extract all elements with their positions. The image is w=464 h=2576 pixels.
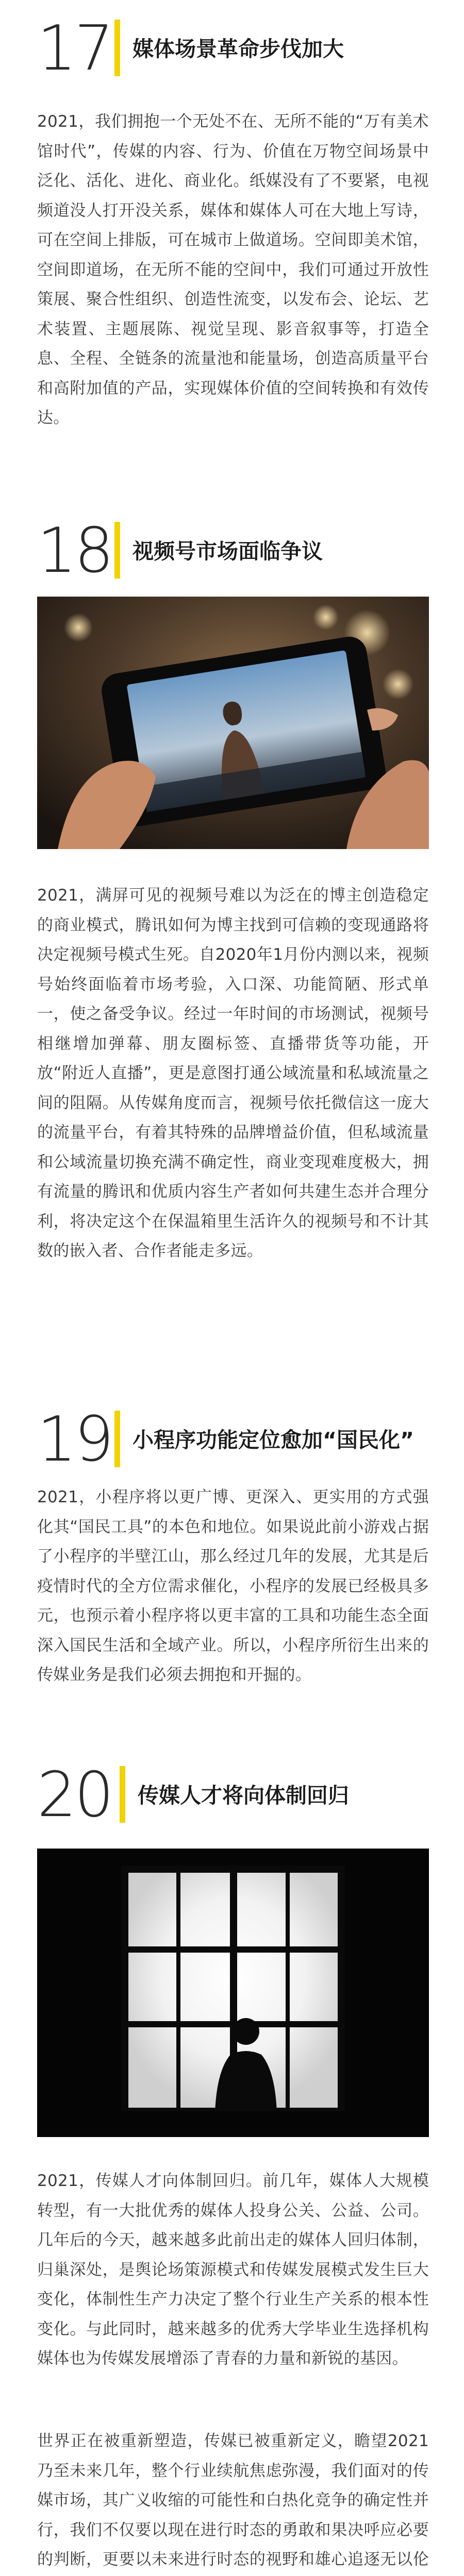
section-number: 20	[37, 1759, 112, 1831]
section-title: 媒体场景革命步伐加大	[132, 37, 344, 61]
section-17-header	[37, 15, 429, 82]
phone-video-photo	[37, 597, 429, 849]
accent-bar	[114, 1411, 120, 1467]
section-17-paragraph: 2021，我们拥抱一个无处不在、无所不能的“万有美术馆时代”，传媒的内容、行为、价值在万物空间场景中泛化、活化、进化、商业化。纸媒没有了不要紧，电视频道没人打开没关系，媒体和媒体人可在大地上写诗，可在空间上排版，可在城市上做道场。空间即美术馆，空间即道场，在无所不能的空间中，我们可通过开放性策展、聚合性组织、创造性流变，以发布会、论坛、艺术装置、主题展陈、视觉呈现、影音叙事等，打造全息、全程、全链条的流量池和能量场，创造高质量平台和高附加值的产品，实现媒体价值的空间转换和有效传达。	[37, 112, 429, 427]
section-number: 19	[37, 1404, 112, 1476]
section-18-paragraph: 2021，满屏可见的视频号难以为泛在的博主创造稳定的商业模式，腾讯如何为博主找到可信赖的变现通路将决定视频号模式生死。自2020年1月份内测以来，视频号始终面临着市场考验，入口深、功能简陋、形式单一，使之备受争议。经过一年时间的市场测试，视频号相继增加弹幕、朋友圈标签、直播带货等功能，开放“附近人直播”，更是意图打通公域流量和私域流量之间的阻隔。从传媒角度而言，视频号依托微信这一庞大的流量平台，有着其特殊的品牌增益价值，但私域流量和公域流量切换充满不确定性，商业变现难度极大，拥有流量的腾讯和优质内容生产者如何共建生态并合理分利，将决定这个在保温箱里生活许久的视频号和不计其数的嵌入者、合作者能走多远。	[37, 886, 429, 1260]
accent-bar	[114, 522, 120, 579]
section-number: 18	[37, 515, 112, 587]
section-title: 视频号市场面临争议	[132, 539, 323, 564]
section-20-paragraph-1: 2021，传媒人才向体制回归。前几年，媒体人大规模转型，有一大批优秀的媒体人投身公关、公益、公司。几年后的今天，越来越多此前出走的媒体人回归体制，归巢深处，是舆论场策源模式和传媒发展模式发生巨大变化，体制性生产力决定了整个行业生产关系的根本性变化。与此同时，越来越多的优秀大学毕业生选择机构媒体也为传媒发展增添了青春的力量和新锐的基因。	[37, 2172, 429, 2368]
section-number: 17	[37, 13, 112, 84]
accent-bar	[114, 20, 120, 76]
section-title: 小程序功能定位愈加“国民化”	[132, 1428, 414, 1452]
section-18-header	[37, 515, 429, 587]
section-20-paragraph-2: 世界正在被重新塑造，传媒已被重新定义，瞻望2021乃至未来几年，整个行业续航焦虑弥漫，我们面对的传媒市场，其广义收缩的可能性和白热化竞争的确定性并行，我们不仅要以现在进行时态的勇敢和果决呼应必要的判断，更要以未来进行时态的视野和雄心追逐无以伦	[37, 2432, 429, 2569]
section-20-header	[37, 1759, 429, 1831]
section-title: 传媒人才将向体制回归	[138, 1783, 349, 1808]
section-19-header	[37, 1404, 429, 1476]
window-silhouette-photo	[37, 1849, 429, 2137]
accent-bar	[120, 1766, 125, 1823]
section-19-paragraph: 2021，小程序将以更广博、更深入、更实用的方式强化其“国民工具”的本色和地位。如果说此前小游戏占据了小程序的半壁江山，那么经过几年的发展，尤其是后疫情时代的全方位需求催化，小程序的发展已经极具多元，也预示着小程序将以更丰富的工具和功能生态全面深入国民生活和全域产业。所以，小程序所衍生出来的传媒业务是我们必须去拥抱和开掘的。	[37, 1488, 429, 1684]
